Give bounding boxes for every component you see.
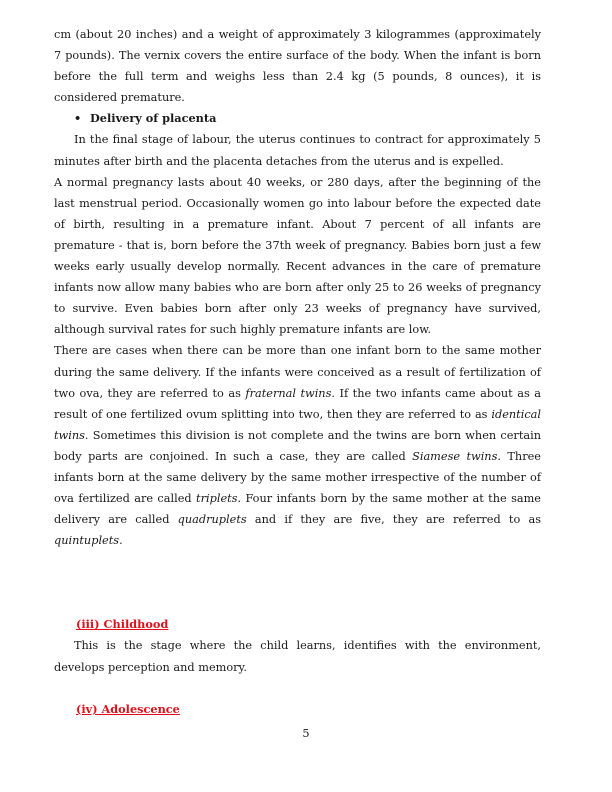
term-triplets: triplets xyxy=(196,492,238,506)
term-identical-twins: identical twins xyxy=(54,407,541,442)
spacer xyxy=(54,678,541,699)
spacer xyxy=(54,551,541,614)
text-span: . Three infants born at the same delivery by the same mother irrespective of the number of ova fertilized are called xyxy=(54,449,541,506)
paragraph-childhood: This is the stage where the child learns, identifies with the environment, develops perception and memory. xyxy=(54,639,541,674)
document-page xyxy=(54,24,541,720)
paragraph-multiple-births xyxy=(54,340,541,551)
text-span: and if they are five, they are referred to as xyxy=(246,513,541,527)
bullet-icon: • xyxy=(74,111,82,126)
page-number: 5 xyxy=(302,727,310,740)
term-quadruplets: quadruplets xyxy=(177,513,247,527)
text-span: . xyxy=(119,534,123,548)
text-span: . If the two infants came about as a result of one fertilized ovum splitting into two, then they are referred to as xyxy=(54,386,542,421)
term-quintuplets: quintuplets xyxy=(54,534,120,548)
paragraph-placenta: In the final stage of labour, the uterus continues to contract for approximately 5 minutes after birth and the placenta detaches from the uterus and is expelled. xyxy=(54,133,541,168)
text-span: . Sometimes this division is not complete and the twins are born when certain body parts are conjoined. In such a case, they are called xyxy=(54,428,541,463)
paragraph-pregnancy-length: A normal pregnancy lasts about 40 weeks, or 280 days, after the beginning of the last menstrual period. Occasionally women go into labour before the expected date of birth, resulting in a premature infant. About 7 percent of all infants are premature - that is, born before the 37th week of pregnancy. Babies born just a few weeks early usually develop normally. Recent advances in the care of premature infants now allow many babies who are born after only 25 to 26 weeks of pregnancy to survive. Even babies born after only 23 weeks of pregnancy have survived, although survival rates for such highly premature infants are low. xyxy=(54,175,541,337)
term-siamese-twins: Siamese twins xyxy=(412,449,498,463)
text-span: . Four infants born by the same mother at the same delivery are called xyxy=(54,492,541,527)
section-heading-childhood: (iii) Childhood xyxy=(76,617,169,632)
bullet-item-delivery-of-placenta xyxy=(74,108,541,129)
term-fraternal-twins: fraternal twins xyxy=(245,386,332,400)
text-span: There are cases when there can be more than one infant born to the same mother during the same delivery. If the infants were conceived as a result of fertilization of two ova, they are referred to as xyxy=(54,344,541,400)
section-heading-adolescence: (iv) Adolescence xyxy=(76,701,180,716)
paragraph-newborn-size: cm (about 20 inches) and a weight of approximately 3 kilogrammes (approximately 7 pounds). The vernix covers the entire surface of the body. When the infant is born before the full term and weighs less than 2.4 kg (5 pounds, 8 ounces), it is considered premature. xyxy=(54,28,541,105)
bullet-heading: Delivery of placenta xyxy=(90,111,217,126)
